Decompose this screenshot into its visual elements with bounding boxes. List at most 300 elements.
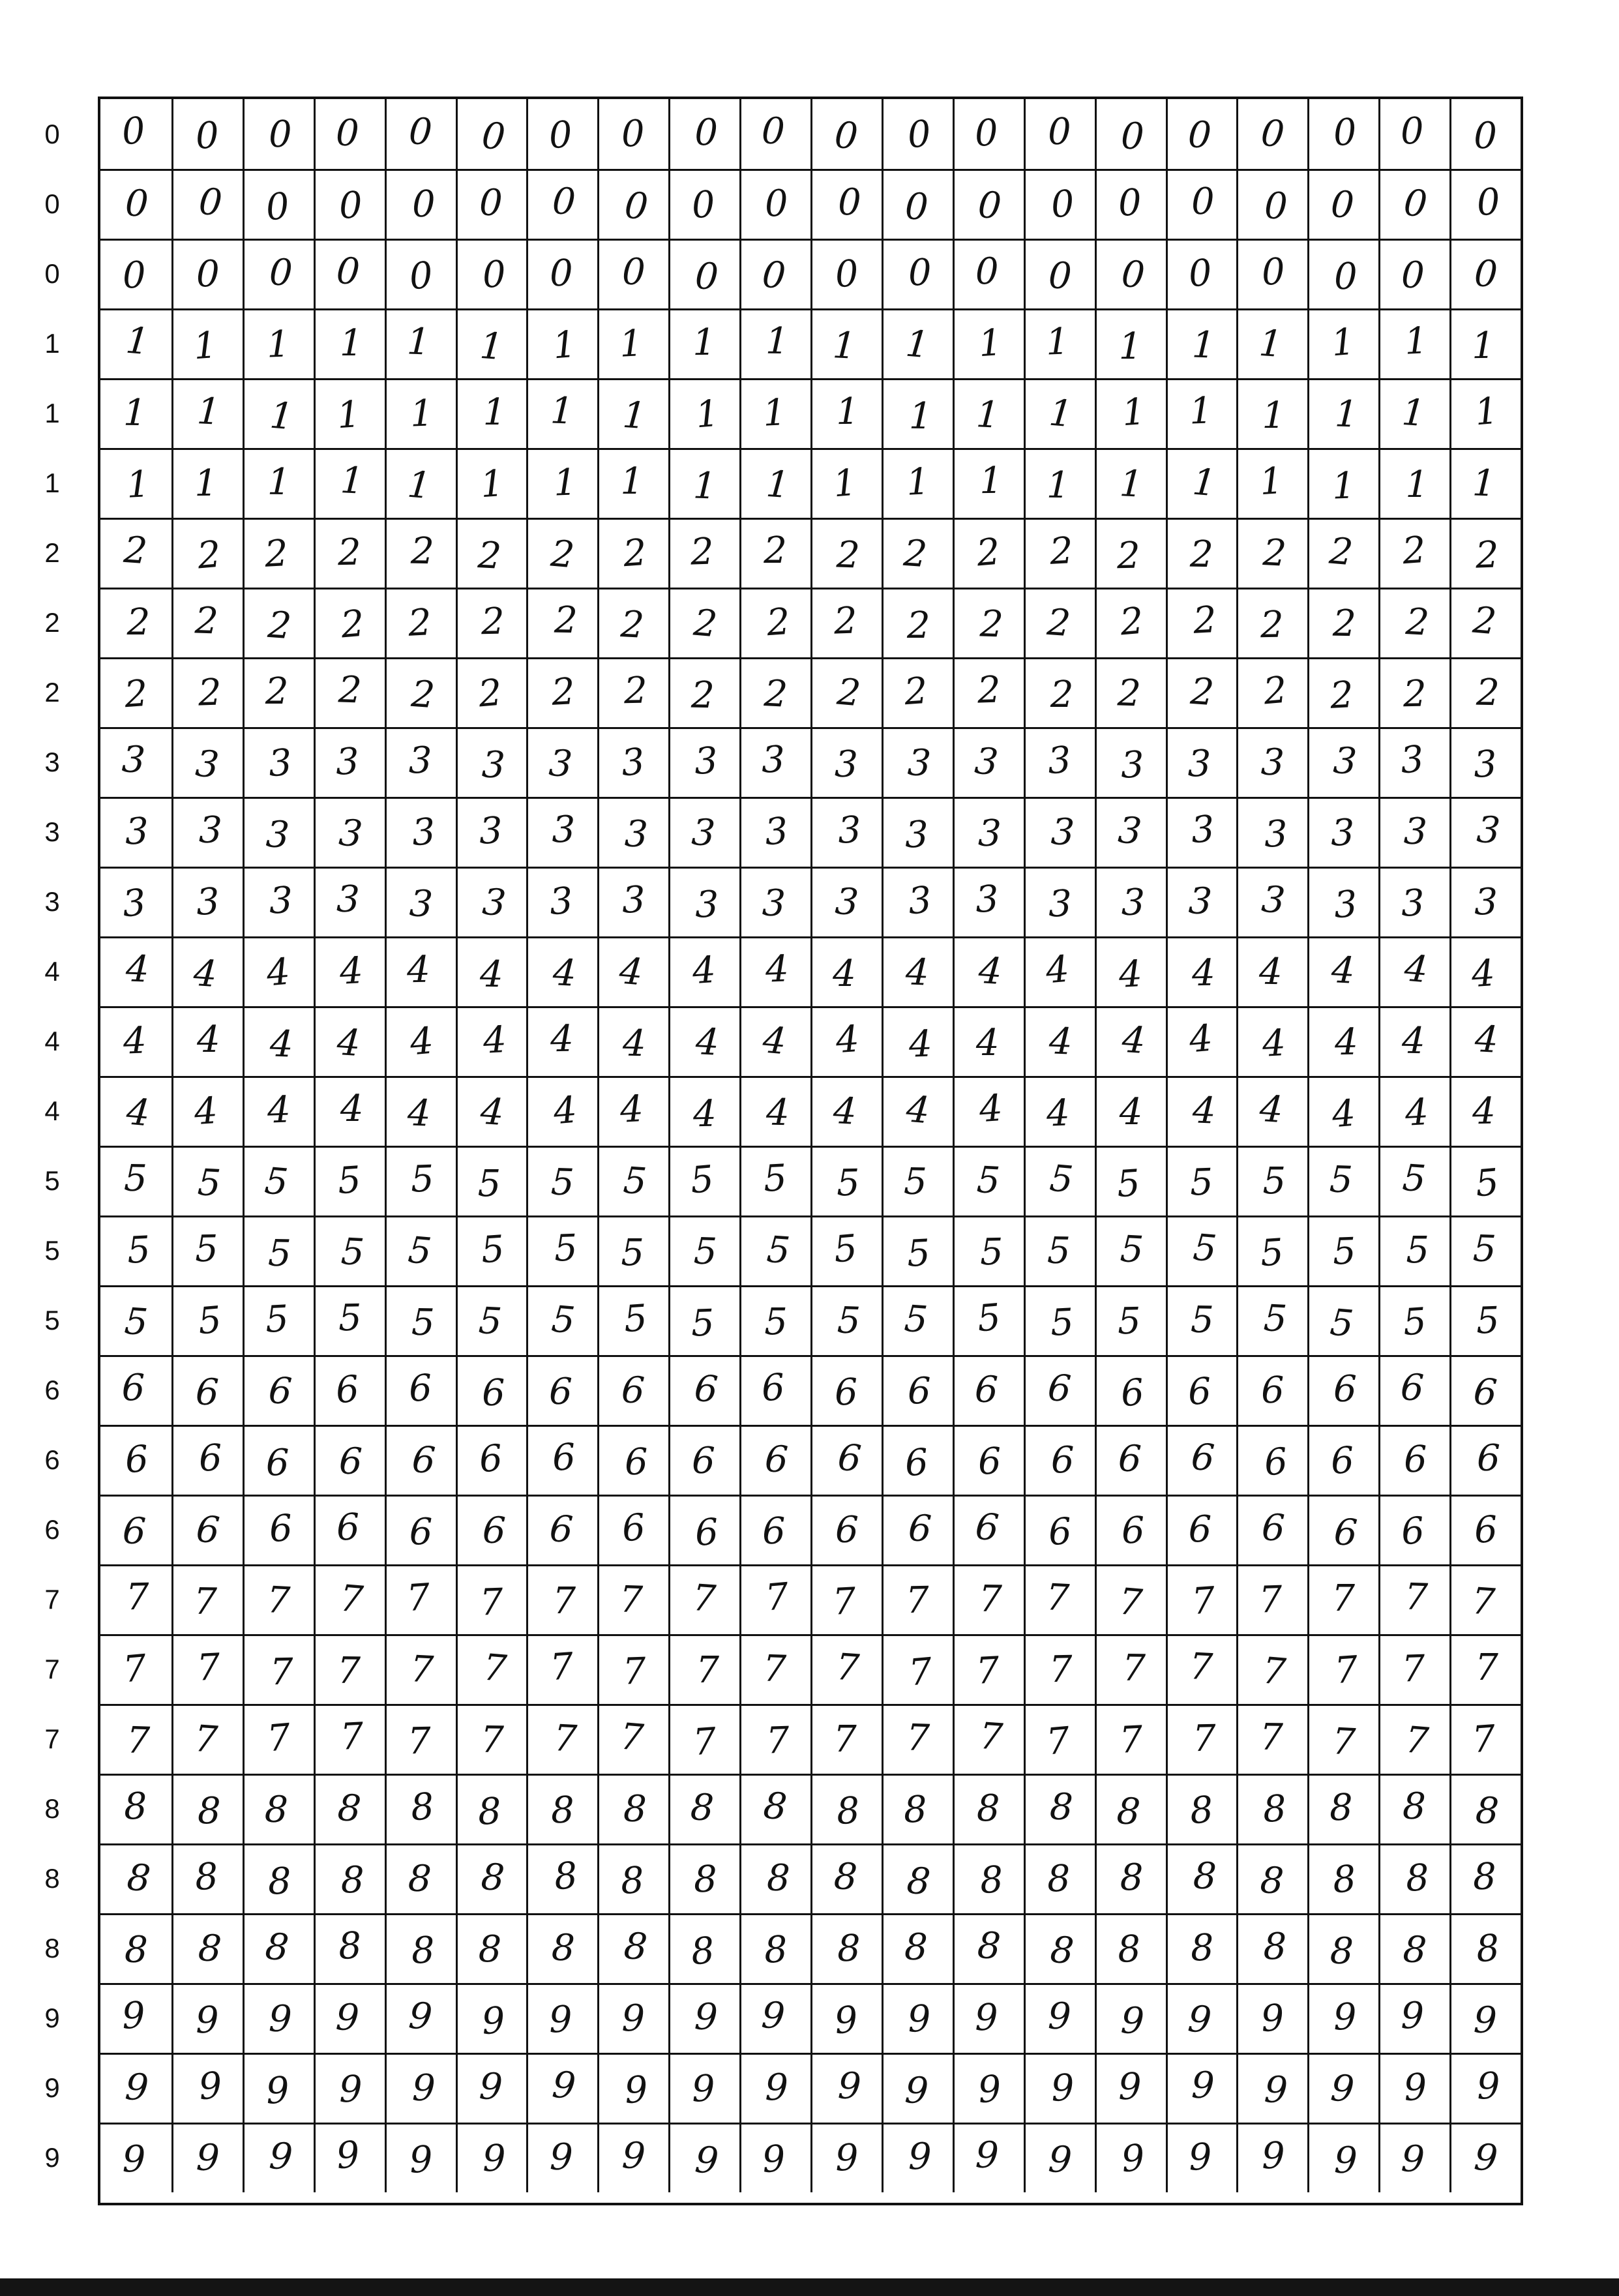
grid-cell — [385, 99, 456, 169]
grid-cell — [171, 1636, 243, 1704]
grid-cell — [526, 1845, 597, 1913]
grid-cell — [243, 1706, 314, 1774]
grid-cell — [1378, 2055, 1449, 2123]
grid-cell — [100, 1217, 171, 1285]
grid-cell — [526, 729, 597, 797]
handwritten-digit: 5 — [689, 1157, 716, 1202]
grid-cell — [100, 1985, 171, 2053]
grid-cell — [385, 589, 456, 657]
grid-cell — [882, 2125, 953, 2192]
handwritten-digit: 6 — [764, 1438, 790, 1482]
handwritten-digit: 3 — [1046, 738, 1073, 783]
grid-cell — [810, 2125, 882, 2192]
grid-cell — [882, 380, 953, 448]
grid-cell — [810, 1357, 882, 1425]
row-label: 9 — [44, 2072, 60, 2103]
grid-cell — [1024, 1008, 1095, 1076]
grid-cell — [1449, 1497, 1521, 1564]
grid-cell — [1236, 1497, 1307, 1564]
grid-cell — [456, 1776, 527, 1843]
handwritten-digit: 5 — [691, 1302, 716, 1345]
grid-cell — [1449, 938, 1521, 1006]
handwritten-digit: 9 — [265, 2069, 291, 2113]
handwritten-digit: 0 — [906, 112, 933, 157]
handwritten-digit: 9 — [1119, 2136, 1147, 2181]
handwritten-digit: 1 — [1405, 464, 1429, 506]
handwritten-digit: 9 — [1329, 2066, 1356, 2111]
handwritten-digit: 6 — [267, 1506, 294, 1551]
grid-cell — [1236, 450, 1307, 518]
handwritten-digit: 8 — [619, 1859, 646, 1903]
grid-cell — [1024, 2125, 1095, 2192]
grid-cell — [1024, 659, 1095, 727]
grid-cell — [1236, 1776, 1307, 1843]
grid-cell — [1236, 1008, 1307, 1076]
row-label: 1 — [44, 328, 60, 359]
handwritten-digit: 4 — [481, 1019, 507, 1062]
handwritten-digit: 9 — [623, 2068, 650, 2113]
grid-cell — [385, 869, 456, 936]
grid-cell — [1095, 380, 1166, 448]
handwritten-digit: 2 — [1048, 529, 1075, 573]
handwritten-digit: 9 — [974, 2134, 1000, 2177]
grid-cell — [1378, 869, 1449, 936]
handwritten-digit: 6 — [1189, 1435, 1216, 1480]
grid-cell — [1307, 310, 1378, 378]
grid-cell — [597, 938, 668, 1006]
grid-cell — [171, 589, 243, 657]
grid-cell — [668, 1915, 739, 1983]
grid-cell — [810, 1427, 882, 1495]
grid-row — [100, 1076, 1521, 1146]
handwritten-digit: 4 — [1118, 953, 1144, 996]
grid-cell — [385, 1078, 456, 1146]
handwritten-digit: 6 — [977, 1440, 1002, 1483]
grid-row — [100, 867, 1521, 936]
grid-cell — [739, 241, 810, 308]
grid-cell — [243, 450, 314, 518]
handwritten-digit: 2 — [196, 533, 223, 578]
handwritten-digit: 9 — [408, 2138, 434, 2182]
handwritten-digit: 0 — [1475, 180, 1502, 225]
grid-cell — [1236, 869, 1307, 936]
grid-cell — [100, 1566, 171, 1634]
handwritten-digit: 5 — [622, 1159, 649, 1204]
handwritten-digit: 8 — [1402, 1928, 1429, 1973]
handwritten-digit: 9 — [1120, 1999, 1146, 2043]
grid-cell — [385, 1357, 456, 1425]
handwritten-digit: 8 — [336, 1786, 363, 1831]
handwritten-digit: 9 — [1050, 2066, 1076, 2110]
handwritten-digit: 5 — [906, 1232, 932, 1275]
grid-cell — [171, 1148, 243, 1215]
grid-cell — [668, 1148, 739, 1215]
handwritten-digit: 0 — [268, 251, 293, 295]
grid-cell — [243, 99, 314, 169]
grid-cell — [1095, 1636, 1166, 1704]
handwritten-digit: 0 — [479, 181, 503, 225]
handwritten-digit: 2 — [1404, 601, 1431, 644]
grid-cell — [1449, 171, 1521, 239]
handwritten-digit: 7 — [905, 1716, 930, 1760]
handwritten-digit: 0 — [1047, 110, 1072, 153]
grid-cell — [739, 1636, 810, 1704]
handwritten-digit: 1 — [268, 394, 295, 439]
grid-cell — [1166, 520, 1237, 588]
handwritten-digit: 1 — [908, 395, 933, 438]
handwritten-digit: 7 — [1331, 1577, 1356, 1620]
handwritten-digit: 8 — [407, 1857, 432, 1901]
grid-cell — [456, 1078, 527, 1146]
grid-cell — [1024, 1706, 1095, 1774]
handwritten-digit: 1 — [123, 319, 151, 364]
grid-cell — [1024, 1985, 1095, 2053]
handwritten-digit: 1 — [1118, 325, 1142, 368]
grid-cell — [668, 520, 739, 588]
grid-cell — [882, 1287, 953, 1355]
grid-cell — [171, 241, 243, 308]
handwritten-digit: 6 — [550, 1436, 576, 1480]
handwritten-digit: 9 — [694, 1995, 719, 2039]
handwritten-digit: 2 — [409, 672, 436, 717]
grid-cell — [810, 520, 882, 588]
grid-cell — [1166, 1078, 1237, 1146]
grid-cell — [882, 938, 953, 1006]
handwritten-digit: 0 — [197, 180, 224, 225]
row-label: 7 — [44, 1654, 60, 1684]
handwritten-digit: 1 — [694, 392, 721, 437]
grid-cell — [739, 171, 810, 239]
handwritten-digit: 9 — [833, 1998, 860, 2043]
grid-cell — [1449, 1845, 1521, 1913]
row-label: 1 — [44, 468, 60, 498]
handwritten-digit: 7 — [1192, 1717, 1216, 1761]
grid-cell — [385, 729, 456, 797]
grid-cell — [597, 869, 668, 936]
grid-cell — [1095, 729, 1166, 797]
row-label: 8 — [44, 1793, 60, 1824]
handwritten-digit: 3 — [408, 739, 432, 782]
handwritten-digit: 7 — [1118, 1718, 1144, 1762]
handwritten-digit: 8 — [976, 1787, 1000, 1830]
handwritten-digit: 3 — [693, 739, 719, 783]
handwritten-digit: 7 — [339, 1715, 365, 1759]
handwritten-digit: 8 — [1189, 1926, 1215, 1970]
grid-cell — [810, 799, 882, 867]
grid-cell — [810, 2055, 882, 2123]
grid-cell — [668, 1427, 739, 1495]
grid-cell — [314, 1287, 385, 1355]
grid-cell — [1449, 729, 1521, 797]
row-label: 9 — [44, 2142, 60, 2173]
handwritten-digit: 6 — [338, 1440, 363, 1483]
handwritten-digit: 9 — [1262, 2068, 1288, 2112]
handwritten-digit: 7 — [1470, 1579, 1497, 1624]
handwritten-digit: 2 — [476, 534, 502, 578]
grid-cell — [953, 1217, 1024, 1285]
grid-cell — [1236, 99, 1307, 169]
grid-cell — [1378, 380, 1449, 448]
handwritten-digit: 4 — [1120, 1018, 1147, 1063]
grid-cell — [1024, 1776, 1095, 1843]
row-label: 7 — [44, 1723, 60, 1754]
grid-cell — [953, 1636, 1024, 1704]
grid-cell — [456, 589, 527, 657]
grid-cell — [456, 1566, 527, 1634]
handwritten-digit: 9 — [1047, 2138, 1073, 2183]
grid-cell — [1236, 799, 1307, 867]
grid-row — [100, 1146, 1521, 1215]
handwritten-digit: 4 — [124, 1090, 152, 1135]
handwritten-digit: 7 — [1404, 1575, 1429, 1619]
grid-cell — [314, 729, 385, 797]
handwritten-digit: 1 — [549, 389, 574, 433]
handwritten-digit: 4 — [479, 1090, 505, 1135]
grid-cell — [739, 310, 810, 378]
grid-cell — [1236, 1985, 1307, 2053]
handwritten-digit: 3 — [1403, 810, 1429, 854]
grid-cell — [1024, 1217, 1095, 1285]
handwritten-digit: 6 — [620, 1506, 647, 1551]
handwritten-digit: 2 — [548, 532, 576, 577]
grid-cell — [882, 1148, 953, 1215]
grid-row — [100, 1913, 1521, 1983]
grid-cell — [526, 1636, 597, 1704]
grid-cell — [171, 380, 243, 448]
handwritten-digit: 2 — [623, 669, 648, 713]
grid-cell — [526, 1427, 597, 1495]
handwritten-digit: 0 — [1402, 181, 1429, 226]
handwritten-digit: 0 — [621, 112, 646, 156]
handwritten-digit: 3 — [1121, 881, 1145, 925]
grid-cell — [1095, 520, 1166, 588]
grid-cell — [597, 1985, 668, 2053]
handwritten-digit: 8 — [550, 1926, 576, 1970]
handwritten-digit: 4 — [1044, 947, 1071, 992]
handwritten-digit: 3 — [904, 813, 929, 857]
handwritten-digit: 7 — [269, 1650, 294, 1694]
handwritten-digit: 9 — [1259, 1996, 1286, 2041]
grid-cell — [1307, 99, 1378, 169]
grid-row — [100, 518, 1521, 588]
handwritten-digit: 6 — [267, 1369, 293, 1414]
handwritten-digit: 5 — [837, 1299, 861, 1343]
grid-cell — [171, 659, 243, 727]
grid-cell — [1449, 869, 1521, 936]
handwritten-digit: 3 — [548, 879, 574, 924]
grid-cell — [171, 1287, 243, 1355]
grid-cell — [1095, 1776, 1166, 1843]
handwritten-digit: 2 — [975, 530, 1002, 575]
handwritten-digit: 1 — [1403, 320, 1429, 363]
grid-cell — [810, 171, 882, 239]
grid-cell — [1449, 659, 1521, 727]
handwritten-digit: 6 — [1476, 1437, 1501, 1480]
grid-cell — [1378, 2125, 1449, 2192]
grid-row — [100, 588, 1521, 657]
grid-cell — [1166, 659, 1237, 727]
handwritten-digit: 8 — [1402, 1785, 1427, 1828]
grid-cell — [668, 589, 739, 657]
grid-cell — [882, 1636, 953, 1704]
handwritten-digit: 4 — [269, 1022, 294, 1066]
handwritten-digit: 5 — [196, 1298, 224, 1343]
handwritten-digit: 3 — [120, 738, 146, 782]
handwritten-digit: 8 — [1046, 1857, 1071, 1901]
grid-cell — [1307, 1776, 1378, 1843]
grid-cell — [1236, 589, 1307, 657]
handwritten-digit: 5 — [1049, 1301, 1075, 1345]
grid-cell — [1166, 1915, 1237, 1983]
grid-cell — [1378, 171, 1449, 239]
grid-cell — [953, 310, 1024, 378]
grid-cell — [385, 1776, 456, 1843]
handwritten-digit: 0 — [264, 185, 291, 230]
grid-cell — [100, 2055, 171, 2123]
handwritten-digit: 6 — [1333, 1367, 1358, 1411]
handwritten-digit: 9 — [908, 2136, 932, 2178]
handwritten-digit: 3 — [1048, 882, 1073, 926]
grid-cell — [314, 2125, 385, 2192]
grid-cell — [1095, 310, 1166, 378]
handwritten-digit: 5 — [411, 1301, 435, 1345]
handwritten-digit: 7 — [977, 1714, 1004, 1759]
handwritten-digit: 0 — [1474, 114, 1497, 157]
handwritten-digit: 9 — [411, 2066, 436, 2110]
handwritten-digit: 4 — [1258, 950, 1283, 994]
grid-cell — [526, 1497, 597, 1564]
handwritten-digit: 3 — [265, 813, 291, 857]
grid-row — [100, 169, 1521, 239]
grid-cell — [1449, 1287, 1521, 1355]
handwritten-digit: 8 — [1116, 1927, 1142, 1972]
grid-cell — [739, 1427, 810, 1495]
handwritten-digit: 9 — [1333, 1995, 1358, 2039]
grid-cell — [953, 1776, 1024, 1843]
grid-cell — [668, 310, 739, 378]
grid-row — [100, 657, 1521, 727]
grid-cell — [1095, 241, 1166, 308]
handwritten-digit: 5 — [123, 1157, 147, 1200]
grid-cell — [953, 171, 1024, 239]
grid-cell — [100, 589, 171, 657]
grid-cell — [243, 659, 314, 727]
grid-cell — [100, 99, 171, 169]
handwritten-digit: 6 — [1050, 1439, 1075, 1482]
grid-cell — [100, 729, 171, 797]
grid-cell — [1307, 1008, 1378, 1076]
handwritten-digit: 2 — [476, 671, 503, 716]
grid-cell — [739, 659, 810, 727]
handwritten-digit: 4 — [1258, 1087, 1285, 1132]
handwritten-digit: 9 — [976, 2067, 1003, 2112]
handwritten-digit: 1 — [618, 322, 644, 366]
grid-cell — [314, 1148, 385, 1215]
handwritten-digit: 1 — [405, 463, 433, 508]
handwritten-digit: 6 — [836, 1436, 863, 1481]
grid-row — [100, 727, 1521, 797]
handwritten-digit: 4 — [125, 947, 150, 991]
grid-cell — [243, 589, 314, 657]
handwritten-digit: 5 — [1048, 1157, 1075, 1202]
grid-cell — [1024, 1148, 1095, 1215]
grid-cell — [1449, 99, 1521, 169]
grid-cell — [171, 869, 243, 936]
grid-cell — [314, 799, 385, 867]
grid-cell — [100, 1706, 171, 1774]
handwritten-digit: 8 — [197, 1927, 223, 1971]
grid-cell — [1236, 1845, 1307, 1913]
handwritten-digit: 4 — [192, 1089, 219, 1134]
handwritten-digit: 7 — [196, 1646, 222, 1690]
grid-cell — [1307, 1287, 1378, 1355]
handwritten-digit: 1 — [194, 462, 218, 505]
grid-cell — [810, 1497, 882, 1564]
handwritten-digit: 1 — [339, 322, 363, 365]
handwritten-digit: 0 — [481, 253, 507, 297]
grid-cell — [243, 729, 314, 797]
grid-cell — [1166, 1148, 1237, 1215]
handwritten-digit: 8 — [124, 1928, 148, 1972]
grid-cell — [526, 589, 597, 657]
grid-cell — [1236, 729, 1307, 797]
handwritten-digit: 8 — [837, 1927, 861, 1971]
handwritten-digit: 9 — [834, 2136, 859, 2180]
grid-cell — [668, 1357, 739, 1425]
grid-cell — [526, 1008, 597, 1076]
grid-cell — [739, 589, 810, 657]
handwritten-digit: 0 — [1333, 255, 1358, 299]
handwritten-digit: 8 — [902, 1788, 928, 1832]
grid-cell — [597, 450, 668, 518]
grid-cell — [597, 1915, 668, 1983]
grid-cell — [456, 938, 527, 1006]
handwritten-digit: 6 — [121, 1510, 147, 1553]
grid-cell — [668, 99, 739, 169]
handwritten-digit: 6 — [760, 1365, 787, 1410]
handwritten-digit: 3 — [125, 810, 149, 854]
grid-cell — [668, 1566, 739, 1634]
row-label: 7 — [44, 1584, 60, 1615]
handwritten-digit: 2 — [1259, 603, 1284, 647]
handwritten-digit: 2 — [765, 600, 792, 645]
grid-cell — [1024, 1636, 1095, 1704]
handwritten-digit: 7 — [1331, 1720, 1357, 1764]
grid-cell — [243, 799, 314, 867]
handwritten-digit: 8 — [835, 1789, 861, 1834]
grid-cell — [953, 1287, 1024, 1355]
grid-cell — [739, 1985, 810, 2053]
handwritten-digit: 4 — [975, 1022, 1000, 1064]
grid-cell — [810, 659, 882, 727]
handwritten-digit: 2 — [337, 668, 363, 712]
handwritten-digit: 5 — [621, 1232, 645, 1274]
handwritten-digit: 7 — [1403, 1718, 1431, 1763]
handwritten-digit: 8 — [198, 1790, 221, 1832]
handwritten-digit: 0 — [548, 252, 573, 295]
handwritten-digit: 3 — [1474, 881, 1498, 923]
grid-cell — [100, 2125, 171, 2192]
grid-cell — [243, 310, 314, 378]
handwritten-digit: 0 — [1400, 109, 1425, 153]
handwritten-digit: 7 — [1258, 1578, 1283, 1622]
grid-cell — [526, 1217, 597, 1285]
grid-cell — [739, 1776, 810, 1843]
handwritten-digit: 9 — [906, 1997, 932, 2041]
handwritten-digit: 7 — [1121, 1647, 1146, 1690]
grid-cell — [953, 450, 1024, 518]
grid-cell — [882, 1427, 953, 1495]
